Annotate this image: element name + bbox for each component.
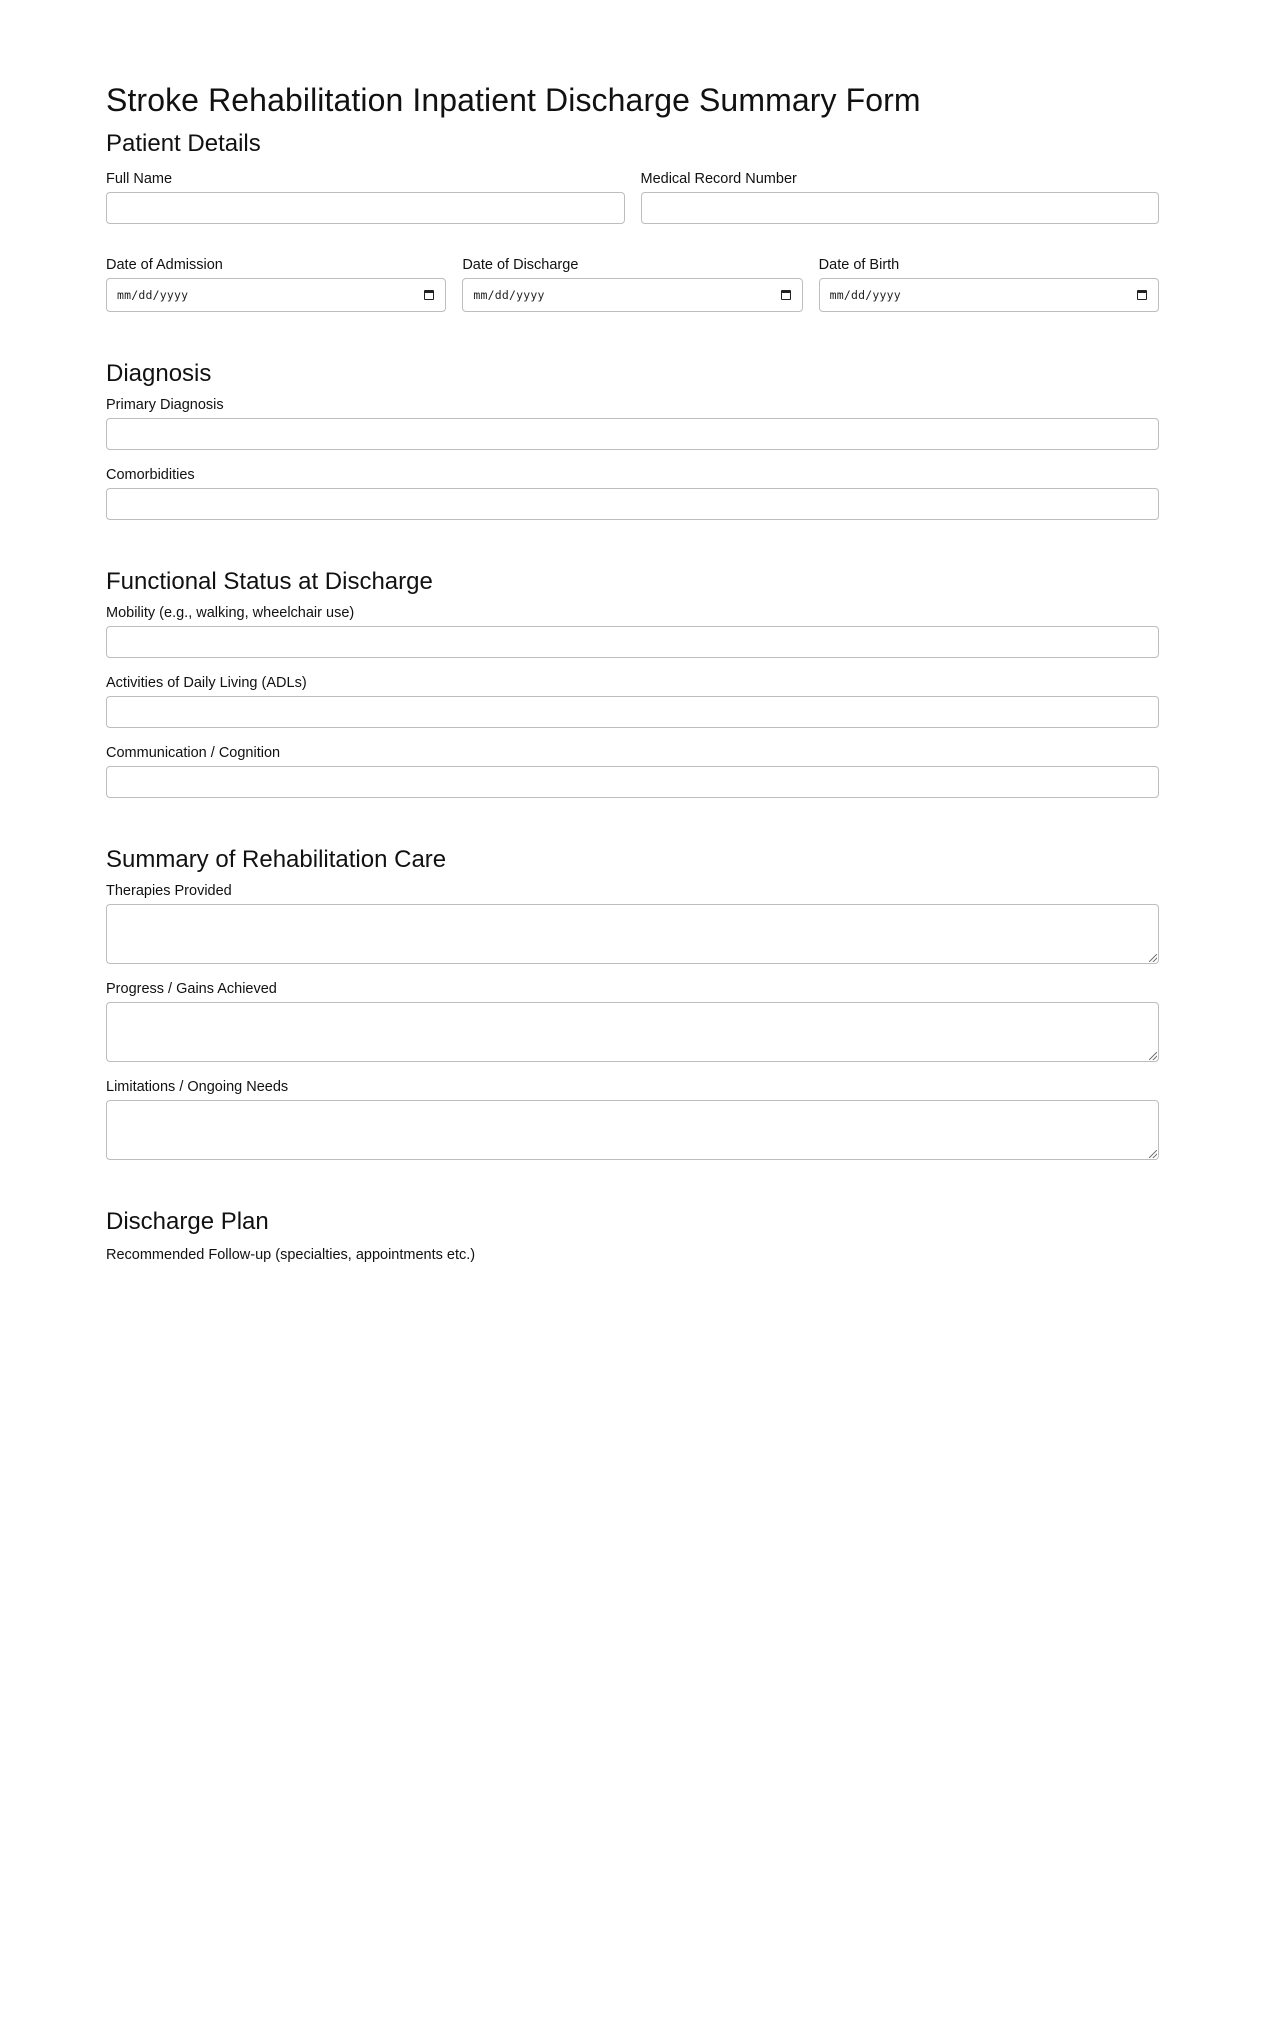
adls-row [106,674,1159,728]
resize-handle-icon[interactable] [1149,1052,1157,1060]
field-date-of-admission [106,256,446,312]
comorbidities-label: Comorbidities [106,467,195,483]
date-of-discharge-placeholder: mm/dd/yyyy [473,288,545,302]
resize-handle-icon[interactable] [1149,1150,1157,1158]
mobility-row [106,604,1159,658]
field-medical-record-number [641,170,1160,224]
date-of-admission-placeholder: mm/dd/yyyy [117,288,189,302]
medical-record-number-label: Medical Record Number [640,171,797,187]
field-mobility [106,604,1159,658]
section-title-diagnosis: Diagnosis [106,360,212,387]
field-progress [106,980,1159,1062]
comorbidities-input[interactable] [106,488,1159,520]
calendar-icon[interactable] [424,290,434,300]
limitations-label: Limitations / Ongoing Needs [106,1079,289,1095]
field-limitations [106,1078,1159,1160]
page-title: Stroke Rehabilitation Inpatient Discharge Summary Form [106,82,921,118]
progress-label: Progress / Gains Achieved [106,981,277,997]
date-of-birth-label: Date of Birth [818,257,900,273]
therapies-textarea-wrap [106,904,1159,964]
primary-diagnosis-row [106,396,1159,450]
date-of-discharge-label: Date of Discharge [462,257,579,273]
communication-input[interactable] [106,766,1159,798]
communication-row [106,744,1159,798]
date-of-discharge-input[interactable] [462,278,802,312]
patient-name-row [106,170,1159,224]
field-primary-diagnosis [106,396,1159,450]
section-discharge-plan [106,1206,1159,1264]
section-diagnosis [106,358,1159,520]
section-title-functional-status: Functional Status at Discharge [106,568,433,595]
adls-input[interactable] [106,696,1159,728]
limitations-textarea-wrap [106,1100,1159,1160]
follow-up-row [106,1246,1159,1264]
full-name-label: Full Name [106,171,173,187]
date-of-admission-input[interactable] [106,278,446,312]
section-title-rehab-summary: Summary of Rehabilitation Care [106,846,447,873]
therapies-textarea[interactable] [106,904,1159,964]
field-adls [106,674,1159,728]
date-of-birth-placeholder: mm/dd/yyyy [829,288,901,302]
section-functional-status [106,566,1159,798]
section-patient-details [106,128,1159,312]
full-name-input[interactable] [106,192,625,224]
field-therapies [106,882,1159,964]
limitations-row [106,1078,1159,1160]
field-date-of-discharge [462,256,802,312]
calendar-icon[interactable] [781,290,791,300]
follow-up-label: Recommended Follow-up (specialties, appointments etc.) [106,1247,476,1263]
comorbidities-row [106,466,1159,520]
medical-record-number-input[interactable] [641,192,1160,224]
date-of-admission-label: Date of Admission [106,257,223,273]
section-rehab-summary [106,844,1159,1160]
limitations-textarea[interactable] [106,1100,1159,1160]
adls-label: Activities of Daily Living (ADLs) [106,675,307,691]
calendar-icon[interactable] [1137,290,1147,300]
section-title-discharge-plan: Discharge Plan [106,1208,269,1235]
primary-diagnosis-label: Primary Diagnosis [106,397,224,413]
date-of-birth-input[interactable] [819,278,1159,312]
progress-textarea[interactable] [106,1002,1159,1062]
field-full-name [106,170,625,224]
therapies-row [106,882,1159,964]
section-title-patient-details: Patient Details [106,130,261,157]
progress-textarea-wrap [106,1002,1159,1062]
field-date-of-birth [819,256,1159,312]
resize-handle-icon[interactable] [1149,954,1157,962]
primary-diagnosis-input[interactable] [106,418,1159,450]
communication-label: Communication / Cognition [106,745,281,761]
therapies-label: Therapies Provided [106,883,232,899]
patient-dates-row [106,256,1159,312]
progress-row [106,980,1159,1062]
mobility-label: Mobility (e.g., walking, wheelchair use) [106,605,355,621]
mobility-input[interactable] [106,626,1159,658]
field-communication [106,744,1159,798]
field-comorbidities [106,466,1159,520]
